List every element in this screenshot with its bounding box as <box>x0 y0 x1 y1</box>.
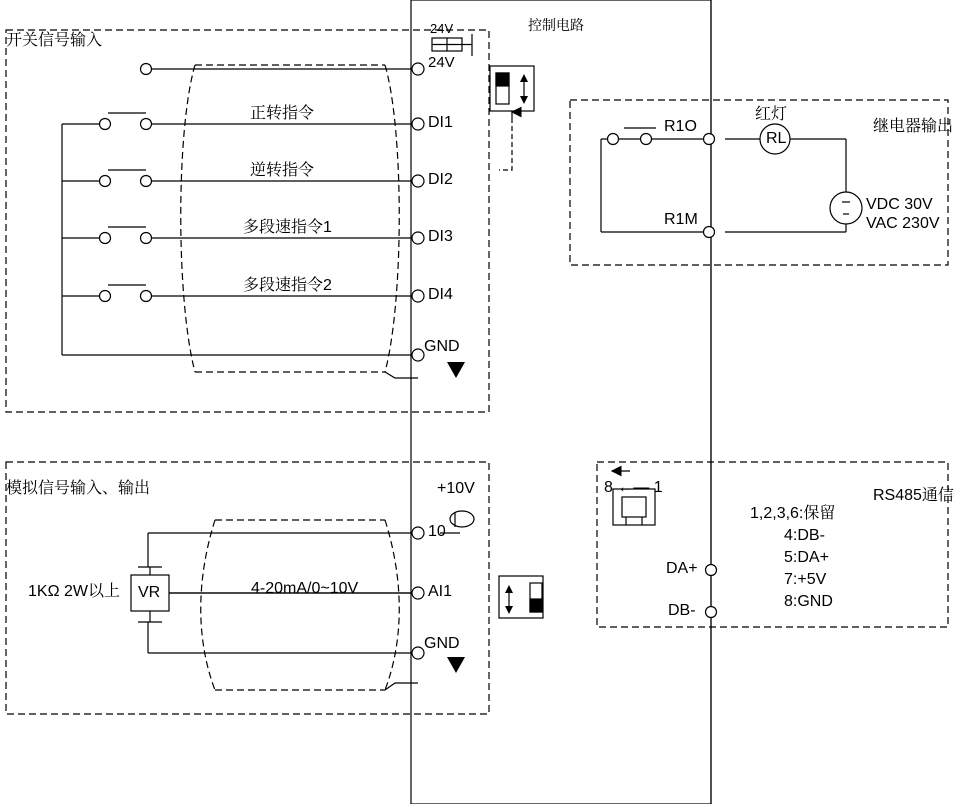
terminal-label-10: 10 <box>428 523 446 540</box>
terminal-label-da-plus: DA+ <box>666 560 698 577</box>
rs485-pinout-2: 4:DB- <box>784 527 825 544</box>
terminal-label-di4: DI4 <box>428 286 453 303</box>
section-label-relay-output: 继电器输出 <box>873 118 954 135</box>
wire-label-analog-range: 4-20mA/0~10V <box>251 580 359 597</box>
rs485-pinout-4: 7:+5V <box>784 571 827 588</box>
rs485-pin-order: 8 ←— 1 <box>604 479 663 496</box>
terminal-label-24v: 24V <box>428 54 455 71</box>
rs485-pinout-1: 1,2,3,6:保留 <box>750 505 836 522</box>
section-label-digital-input: 开关信号输入 <box>6 32 103 49</box>
terminal-label-di1: DI1 <box>428 114 453 131</box>
terminal-label-gnd-digital: GND <box>424 338 460 355</box>
wire-label-multispeed-1: 多段速指令1 <box>243 219 332 236</box>
rs485-pinout-5: 8:GND <box>784 593 833 610</box>
section-label-analog-io: 模拟信号输入、输出 <box>6 480 151 497</box>
lamp-symbol: RL <box>766 130 787 147</box>
potentiometer-label: VR <box>138 584 161 601</box>
terminal-label-10v: +10V <box>437 480 475 497</box>
potentiometer-spec: 1KΩ 2W以上 <box>28 583 120 600</box>
lamp-label: 红灯 <box>755 106 788 123</box>
terminal-label-db-minus: DB- <box>668 602 696 619</box>
terminal-label-r1m: R1M <box>664 211 698 228</box>
terminal-label-di2: DI2 <box>428 171 453 188</box>
wire-label-forward: 正转指令 <box>250 105 315 122</box>
source-voltage-dc: VDC 30V <box>866 196 933 213</box>
wire-label-reverse: 逆转指令 <box>250 162 315 179</box>
terminal-label-gnd-analog: GND <box>424 635 460 652</box>
source-voltage-ac: VAC 230V <box>866 215 940 232</box>
section-label-rs485: RS485通信 <box>873 487 954 504</box>
terminal-label-ai1: AI1 <box>428 583 453 600</box>
terminal-label-di3: DI3 <box>428 228 453 245</box>
fuse-label-24v: 24V <box>430 21 454 36</box>
section-label-control-board: 控制电路 <box>528 17 584 33</box>
rs485-pinout-3: 5:DA+ <box>784 549 829 566</box>
wire-label-multispeed-2: 多段速指令2 <box>243 277 332 294</box>
terminal-label-r1o: R1O <box>664 118 697 135</box>
